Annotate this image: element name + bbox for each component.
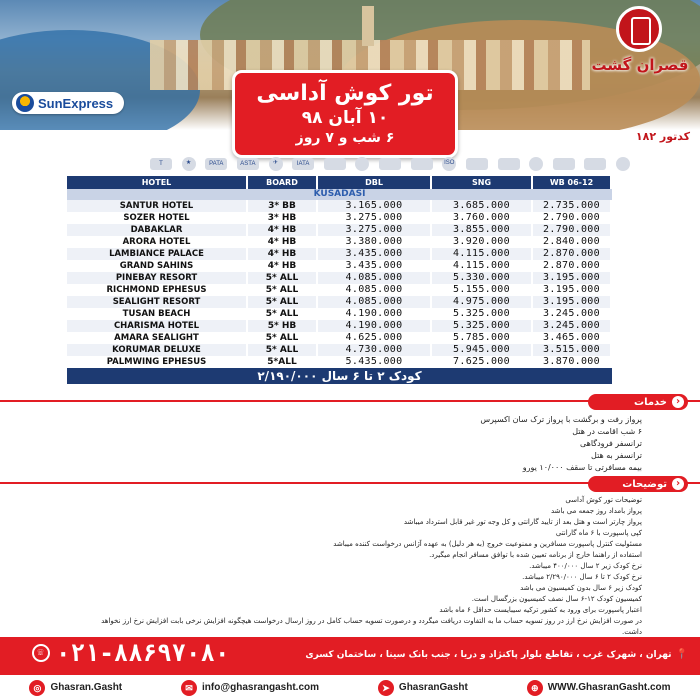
- instagram-link[interactable]: ◎ Ghasran.Gasht: [29, 680, 122, 696]
- tour-duration: ۶ شب و ۷ روز: [295, 130, 395, 146]
- price-dbl: 3.275.000: [318, 224, 432, 236]
- table-row: [67, 308, 612, 320]
- table-row: [67, 236, 612, 248]
- board-type: 5* ALL: [248, 332, 318, 344]
- table-body: [67, 200, 612, 368]
- notes-list: [82, 495, 642, 649]
- airline-logo: [12, 92, 124, 114]
- footer-contact-bar: [0, 637, 700, 675]
- services-list: [282, 414, 642, 474]
- price-wb: 3.870.000: [533, 356, 612, 368]
- globe-icon: ⊕: [527, 680, 543, 696]
- phone-icon: ☏: [32, 644, 50, 662]
- note-item: اعتبار پاسپورت برای ورود به کشور ترکیه سیبایست حداقل ۶ ماه باشد: [439, 606, 642, 614]
- price-dbl: 3.165.000: [318, 200, 432, 212]
- location-pin-icon: 📍: [675, 649, 688, 660]
- price-table: [67, 176, 612, 384]
- price-dbl: 4.085.000: [318, 272, 432, 284]
- price-sng: 3.920.000: [432, 236, 533, 248]
- board-type: 5*ALL: [248, 356, 318, 368]
- board-type: 5* ALL: [248, 344, 318, 356]
- association-logo-icon: [529, 157, 543, 171]
- association-logo-icon: [616, 157, 630, 171]
- table-row: [67, 332, 612, 344]
- table-row: [67, 284, 612, 296]
- note-item: کودک زیر ۶ سال بدون کمیسیون می باشد: [520, 584, 642, 592]
- tour-code: کدتور ۱۸۲: [635, 130, 690, 143]
- price-sng: 5.155.000: [432, 284, 533, 296]
- table-row: [67, 248, 612, 260]
- association-logo-icon: [355, 157, 369, 171]
- service-item: ۶ شب اقامت در هتل: [572, 427, 642, 436]
- association-logo-icon: ✈: [269, 157, 283, 171]
- telegram-icon: ➤: [378, 680, 394, 696]
- table-row: [67, 296, 612, 308]
- notes-title: توضیحات: [622, 478, 667, 490]
- board-type: 4* HB: [248, 260, 318, 272]
- col-wb: WB 06-12: [533, 176, 612, 189]
- price-sng: 4.115.000: [432, 248, 533, 260]
- hotel-name: SEALIGHT RESORT: [67, 296, 248, 308]
- note-item: در صورت افزایش نرخ ارز در روز تسویه حساب ما به التفاوت دریافت میگردد و درصورت تسویه حساب کامل در روز ارسال درخواست هیچگونه افزایش نرخی بابت افزایش نرخ ارز نخواهد داشت.: [101, 617, 642, 636]
- note-item: کپی پاسپورت با ۶ ماه گارانتی: [555, 529, 642, 537]
- association-logo-icon: PATA: [205, 158, 227, 170]
- hotel-name: AMARA SEALIGHT: [67, 332, 248, 344]
- price-dbl: 4.190.000: [318, 308, 432, 320]
- association-logo-icon: [498, 158, 520, 170]
- service-item: ترانسفر فرودگاهی: [579, 439, 642, 448]
- notes-header: [0, 476, 700, 490]
- board-type: 3* HB: [248, 212, 318, 224]
- price-wb: 2.870.000: [533, 248, 612, 260]
- service-item: ترانسفر به هتل: [591, 451, 642, 460]
- price-dbl: 4.085.000: [318, 284, 432, 296]
- table-row: [67, 200, 612, 212]
- table-row: [67, 212, 612, 224]
- table-row: [67, 272, 612, 284]
- price-dbl: 3.275.000: [318, 212, 432, 224]
- tour-date: ۱۰ آبان ۹۸: [301, 108, 389, 128]
- board-type: 4* HB: [248, 224, 318, 236]
- price-sng: 5.945.000: [432, 344, 533, 356]
- hotel-name: ARORA HOTEL: [67, 236, 248, 248]
- price-dbl: 4.190.000: [318, 320, 432, 332]
- note-item: نرخ کودک زیر ۲ سال ۴۰۰/۰۰۰ میباشد.: [529, 562, 642, 570]
- board-type: 5* ALL: [248, 308, 318, 320]
- col-board: BOARD: [248, 176, 318, 189]
- price-wb: 3.195.000: [533, 272, 612, 284]
- service-item: بیمه مسافرتی تا سقف ۱۰/۰۰۰ یورو: [522, 463, 642, 472]
- arrow-left-icon: ‹: [672, 478, 684, 490]
- association-logo-icon: [379, 158, 401, 170]
- phone-number[interactable]: ☏ ۰۲۱-۸۸۶۹۷۰۸۰: [32, 639, 229, 667]
- price-dbl: 4.085.000: [318, 296, 432, 308]
- services-title: خدمات: [634, 396, 667, 408]
- tour-title: تور کوش آداسی: [256, 81, 434, 106]
- email-link[interactable]: ✉ info@ghasrangasht.com: [181, 680, 319, 696]
- note-item: استفاده از راهنما خارج از برنامه تعیین شده با توافق مسافر انجام میگیرد.: [429, 551, 642, 559]
- board-type: 3* BB: [248, 200, 318, 212]
- table-header: [67, 176, 612, 189]
- brand-logo: [586, 0, 694, 100]
- price-wb: 2.790.000: [533, 212, 612, 224]
- price-wb: 3.195.000: [533, 296, 612, 308]
- services-header: [0, 394, 700, 408]
- hotel-name: GRAND SAHINS: [67, 260, 248, 272]
- price-sng: 7.625.000: [432, 356, 533, 368]
- table-row: [67, 224, 612, 236]
- email-icon: ✉: [181, 680, 197, 696]
- price-dbl: 4.625.000: [318, 332, 432, 344]
- price-wb: 2.840.000: [533, 236, 612, 248]
- service-item: پرواز رفت و برگشت با پرواز ترک سان اکسپرس: [480, 415, 642, 424]
- board-type: 5* ALL: [248, 284, 318, 296]
- price-wb: 2.790.000: [533, 224, 612, 236]
- tour-title-box: [232, 70, 458, 158]
- instagram-icon: ◎: [29, 680, 45, 696]
- association-logo-icon: ★: [182, 157, 196, 171]
- hotel-name: TUSAN BEACH: [67, 308, 248, 320]
- hotel-name: PINEBAY RESORT: [67, 272, 248, 284]
- note-item: کمیسیون کودک ۱۲-۶ سال نصف کمیسیون بزرگسال است.: [471, 595, 642, 603]
- col-hotel: HOTEL: [67, 176, 248, 189]
- note-item: پرواز بامداد روز جمعه می باشد: [550, 507, 642, 515]
- association-logo-icon: IATA: [292, 158, 314, 170]
- price-sng: 3.685.000: [432, 200, 533, 212]
- footer-social-bar: [0, 675, 700, 700]
- association-logo-icon: [553, 158, 575, 170]
- note-item: پرواز چارتر است و هتل بعد از تایید گارانتی و کل وجه تور غیر قابل استرداد میباشد: [403, 518, 642, 526]
- col-dbl: DBL: [318, 176, 432, 189]
- hotel-name: KORUMAR DELUXE: [67, 344, 248, 356]
- website-link[interactable]: ⊕ WWW.GhasranGasht.com: [527, 680, 671, 696]
- price-sng: 3.855.000: [432, 224, 533, 236]
- association-logo-icon: T: [150, 158, 172, 170]
- price-wb: 3.245.000: [533, 320, 612, 332]
- price-wb: 2.870.000: [533, 260, 612, 272]
- brand-name: قصران گشت: [591, 56, 689, 74]
- hotel-name: LAMBIANCE PALACE: [67, 248, 248, 260]
- price-wb: 3.195.000: [533, 284, 612, 296]
- price-dbl: 4.730.000: [318, 344, 432, 356]
- address: 📍 تهران ، شهرک غرب ، تقاطع بلوار پاکنژاد و دریا ، جنب بانک سینا ، ساختمان کسری: [305, 649, 688, 660]
- hotel-name: PALMWING EPHESUS: [67, 356, 248, 368]
- association-logo-icon: [411, 158, 433, 170]
- hotel-name: SOZER HOTEL: [67, 212, 248, 224]
- table-row: [67, 356, 612, 368]
- price-sng: 5.325.000: [432, 320, 533, 332]
- table-row: [67, 320, 612, 332]
- table-row: [67, 344, 612, 356]
- castle-icon: [616, 6, 662, 52]
- price-sng: 3.760.000: [432, 212, 533, 224]
- price-wb: 3.515.000: [533, 344, 612, 356]
- association-logos: [150, 155, 630, 173]
- child-price: کودک ۲ تا ۶ سال ۲/۱۹۰/۰۰۰: [67, 368, 612, 384]
- price-sng: 4.115.000: [432, 260, 533, 272]
- price-sng: 5.330.000: [432, 272, 533, 284]
- hotel-name: CHARISMA HOTEL: [67, 320, 248, 332]
- board-type: 5* ALL: [248, 296, 318, 308]
- note-item: نرخ کودک ۲ تا ۶ سال ۲/۲۹۰/۰۰۰ میباشد.: [522, 573, 642, 581]
- arrow-left-icon: ‹: [672, 396, 684, 408]
- price-wb: 3.465.000: [533, 332, 612, 344]
- note-item: توضیحات تور کوش آداسی: [565, 496, 642, 504]
- board-type: 4* HB: [248, 236, 318, 248]
- price-dbl: 5.435.000: [318, 356, 432, 368]
- region-label: KUSADASI: [67, 189, 612, 200]
- col-sng: SNG: [432, 176, 533, 189]
- association-logo-icon: [584, 158, 606, 170]
- price-sng: 5.785.000: [432, 332, 533, 344]
- note-item: مسئولیت کنترل پاسپورت مسافرین و ممنوعیت خروج (به هر دلیل) به عهده آژانس درخواست کننده میباشد: [333, 540, 642, 548]
- price-sng: 4.975.000: [432, 296, 533, 308]
- association-logo-icon: [466, 158, 488, 170]
- association-logo-icon: ASTA: [237, 158, 259, 170]
- hotel-name: SANTUR HOTEL: [67, 200, 248, 212]
- price-wb: 3.245.000: [533, 308, 612, 320]
- airline-name: SunExpress: [38, 95, 114, 111]
- association-logo-icon: [324, 158, 346, 170]
- association-logo-icon: ISO: [442, 157, 456, 171]
- table-row: [67, 260, 612, 272]
- telegram-link[interactable]: ➤ GhasranGasht: [378, 680, 468, 696]
- sun-icon: [16, 94, 34, 112]
- board-type: 5* HB: [248, 320, 318, 332]
- price-dbl: 3.435.000: [318, 260, 432, 272]
- hotel-name: DABAKLAR: [67, 224, 248, 236]
- board-type: 4* HB: [248, 248, 318, 260]
- board-type: 5* ALL: [248, 272, 318, 284]
- price-dbl: 3.435.000: [318, 248, 432, 260]
- price-wb: 2.735.000: [533, 200, 612, 212]
- price-sng: 5.325.000: [432, 308, 533, 320]
- hotel-name: RICHMOND EPHESUS: [67, 284, 248, 296]
- price-dbl: 3.380.000: [318, 236, 432, 248]
